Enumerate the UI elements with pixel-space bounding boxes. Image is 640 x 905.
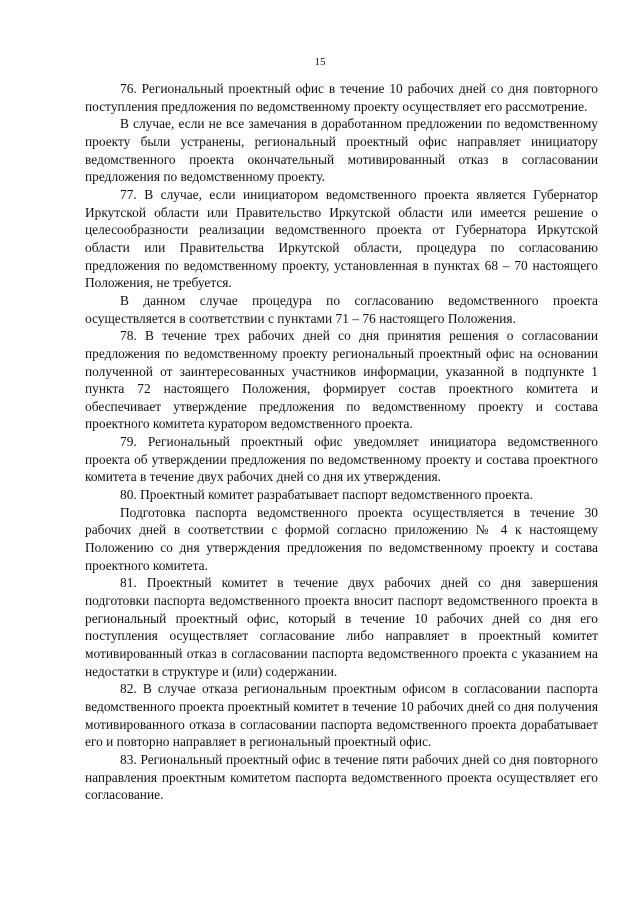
paragraph-80: 80. Проектный комитет разрабатывает паспорт ведомственного проекта. bbox=[120, 487, 533, 503]
paragraph-81: 81. Проектный комитет в течение двух рабочих дней со дня завершения подготовки паспорта ведомственного проекта вносит паспорт ведомственного проекта в региональный проектный офис, который в течение 10 рабочих дней со дня его поступления осуществляет согласование либо направляет в проектный комитет мотивированный отказ в согласовании паспорта ведомственного проекта с указанием на недостатки в структуре и (или) содержании. bbox=[85, 575, 598, 679]
document-body bbox=[85, 80, 598, 804]
paragraph-82: 82. В случае отказа региональным проектным офисом в согласовании паспорта ведомственного проекта проектный комитет в течение 10 рабочих дней со дня получения мотивированного отказа в согласовании паспорта ведомственного проекта дорабатывает его и повторно направляет в региональный проектный офис. bbox=[85, 681, 598, 750]
paragraph-76-continued: В случае, если не все замечания в доработанном предложении по ведомственному проекту были устранены, региональный проектный офис направляет инициатору ведомственного проекта окончательный мотивированный отказ в согласовании предложения по ведомственному проекту. bbox=[85, 116, 598, 185]
paragraph-78: 78. В течение трех рабочих дней со дня принятия решения о согласовании предложения по ведомственному проекту региональный проектный офис на основании полученной от заинтересованных участников информации, указанной в подпункте 1 пункта 72 настоящего Положения, формирует состав проектного комитета и обеспечивает утверждение предложения по ведомственному проекту и состава проектного комитета куратором ведомственного проекта. bbox=[85, 328, 598, 432]
paragraph-79: 79. Региональный проектный офис уведомляет инициатора ведомственного проекта об утверждении предложения по ведомственному проекту и состава проектного комитета в течение двух рабочих дней со дня их утверждения. bbox=[85, 434, 598, 485]
page-number: 15 bbox=[314, 56, 326, 68]
paragraph-77: 77. В случае, если инициатором ведомственного проекта является Губернатор Иркутской области или Правительство Иркутской области или имеется решение о целесообразности реализации ведомственного проекта от Губернатора Иркутской области или Правительства Иркутской области, процедура по согласованию предложения по ведомственному проекту, установленная в пунктах 68 – 70 настоящего Положения, не требуется. bbox=[85, 186, 598, 291]
paragraph-83: 83. Региональный проектный офис в течение пяти рабочих дней со дня повторного направления проектным комитетом паспорта ведомственного проекта осуществляет его согласование. bbox=[85, 751, 598, 803]
paragraph-76: 76. Региональный проектный офис в течение 10 рабочих дней со дня повторного поступления предложения по ведомственному проекту осуществляет его рассмотрение. bbox=[85, 81, 598, 114]
paragraph-77-continued: В данном случае процедура по согласованию ведомственного проекта осуществляется в соответствии с пунктами 71 – 76 настоящего Положения. bbox=[85, 292, 598, 326]
paragraph-80-continued: Подготовка паспорта ведомственного проекта осуществляется в течение 30 рабочих дней в соответствии с формой согласно приложению № 4 к настоящему Положению со дня утверждения предложения по ведомственному проекту и состава проектного комитета. bbox=[85, 504, 598, 573]
